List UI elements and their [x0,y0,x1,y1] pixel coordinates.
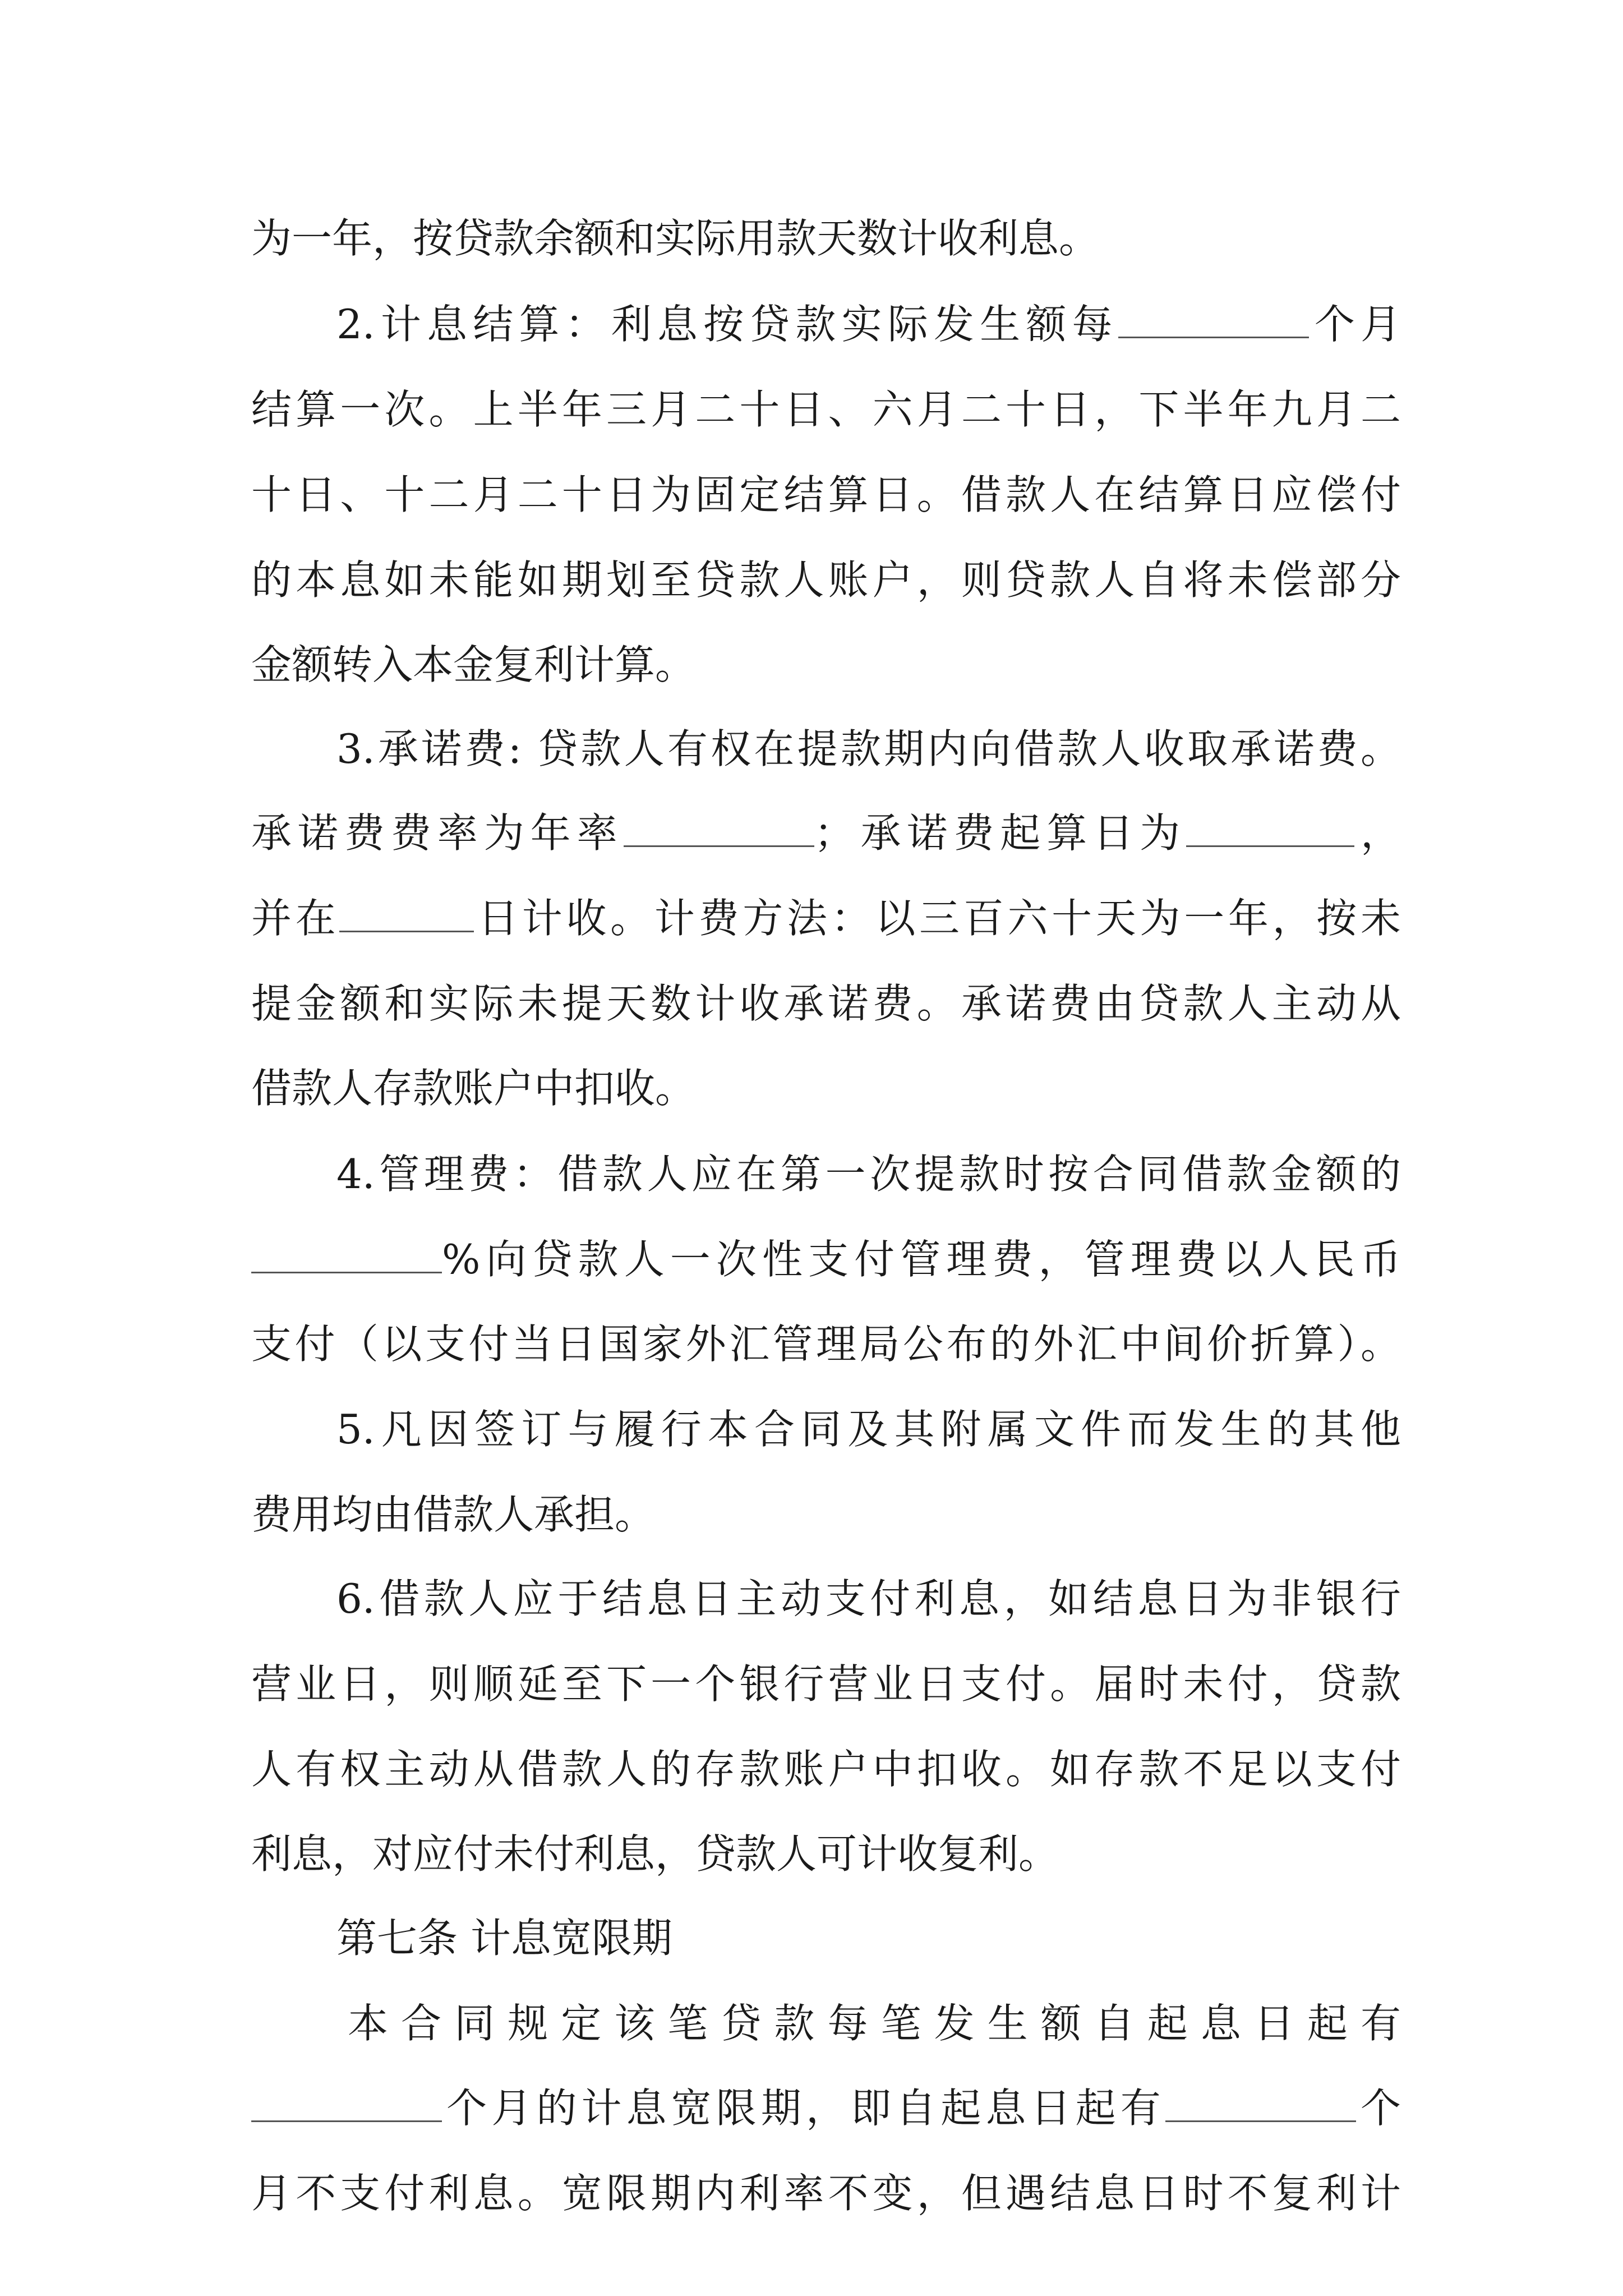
fill-blank[interactable] [1118,297,1309,338]
fill-blank[interactable] [339,891,474,932]
text-line: 5.凡因签订与履行本合同及其附属文件而发生的其他 [336,1406,1401,1453]
fill-blank[interactable] [624,806,814,847]
text-line: 3.承诺费: 贷款人有权在提款期内向借款人收取承诺费。 [336,725,1401,772]
text-line: 提金额和实际未提天数计收承诺费。承诺费由贷款人主动从 [251,980,1401,1027]
text-line: 2.计息结算：利息按贷款实际发生额每 个月 [336,291,1401,358]
text-line: 承诺费费率为年率 ；承诺费起算日为 ， [251,799,1401,867]
section-heading: 第七条 计息宽限期 [336,1915,672,1962]
text-line: 借款人存款账户中扣收。 [251,1065,696,1112]
fill-blank[interactable] [1165,2081,1356,2122]
text-line: 为一年，按贷款余额和实际用款天数计收利息。 [251,215,1100,262]
text-line: 4.管理费：借款人应在第一次提款时按合同借款金额的 [336,1151,1401,1198]
text-line: 6.借款人应于结息日主动支付利息，如结息日为非银行 [336,1575,1401,1622]
text-line: 结算一次。上半年三月二十日、六月二十日，下半年九月二 [251,386,1401,433]
text-line: 月不支付利息。宽限期内利率不变，但遇结息日时不复利计 [251,2170,1401,2217]
fill-blank[interactable] [251,2081,442,2122]
fill-blank[interactable] [251,1232,442,1273]
text-line: 支付（以支付当日国家外汇管理局公布的外汇中间价折算）。 [251,1320,1401,1368]
text-line: 利息，对应付未付利息，贷款人可计收复利。 [251,1830,1059,1878]
text-line: %向贷款人一次性支付管理费，管理费以人民币 [251,1226,1401,1293]
text-line: 人有权主动从借款人的存款账户中扣收。如存款不足以支付 [251,1746,1401,1793]
text-line: 并在 日计收。计费方法：以三百六十天为一年，按未 [251,885,1401,952]
text-line: 金额转入本金复利计算。 [251,641,696,688]
text-line: 个月的计息宽限期，即自起息日起有 个 [251,2074,1401,2142]
fill-blank[interactable] [1186,806,1354,847]
text-line: 十日、十二月二十日为固定结算日。借款人在结算日应偿付 [251,471,1401,518]
text-line: 本合同规定该笔贷款每笔发生额自起息日起有 [348,2000,1401,2047]
text-line: 费用均由借款人承担。 [251,1491,656,1538]
text-line: 的本息如未能如期划至贷款人账户，则贷款人自将未偿部分 [251,556,1401,604]
text-line: 营业日，则顺延至下一个银行营业日支付。届时未付，贷款 [251,1660,1401,1708]
